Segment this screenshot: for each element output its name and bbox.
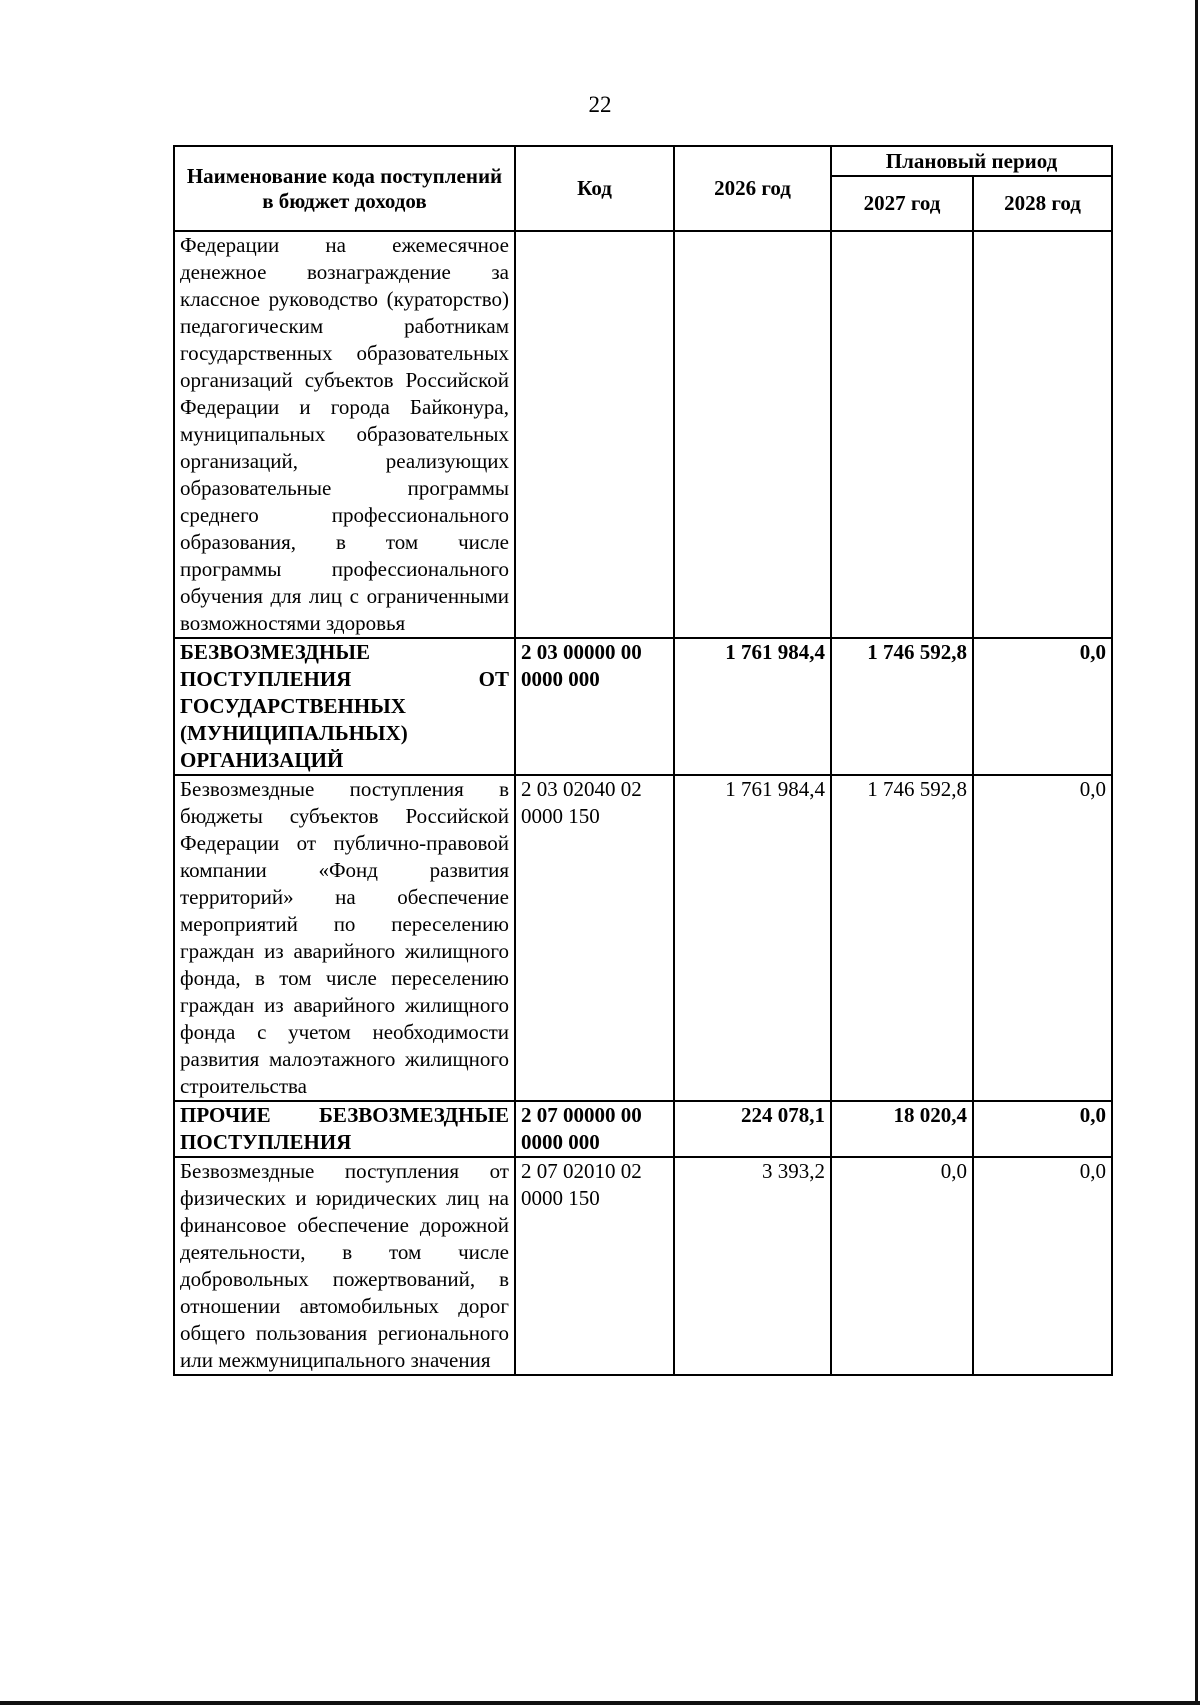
row-2026: 1 761 984,4 xyxy=(674,775,831,1101)
table-row-group xyxy=(174,1101,1112,1157)
page-number: 22 xyxy=(588,92,612,117)
row-code: 2 03 02040 02 0000 150 xyxy=(515,775,674,1101)
row-2026: 3 393,2 xyxy=(674,1157,831,1375)
row-2026 xyxy=(674,231,831,638)
row-name: Федерации на ежемесячное денежное вознаграждение за классное руководство (кураторство) педагогическим работникам государственных образовательных организаций субъектов Российской Федерации и города Байконура, муниципальных образовательных организаций, реализующих образовательные программы среднего профессионального образования, в том числе программы профессионального обучения для лиц с ограниченными возможностями здоровья xyxy=(174,231,515,638)
row-name: Безвозмездные поступления в бюджеты субъектов Российской Федерации от публично-правовой компании «Фонд развития территорий» на обеспечение мероприятий по переселению граждан из аварийного жилищного фонда, в том числе переселению граждан из аварийного жилищного фонда с учетом необходимости развития малоэтажного жилищного строительства xyxy=(174,775,515,1101)
row-code: 2 03 00000 00 0000 000 xyxy=(515,638,674,775)
header-2026: 2026 год xyxy=(674,146,831,231)
table-row xyxy=(174,231,1112,638)
scan-edge-right xyxy=(1195,0,1198,1705)
row-2026: 224 078,1 xyxy=(674,1101,831,1157)
table-row xyxy=(174,1157,1112,1375)
row-2028 xyxy=(973,231,1112,638)
header-2028: 2028 год xyxy=(973,176,1112,231)
header-row-1 xyxy=(174,146,1112,176)
header-name: Наименование кода поступлений в бюджет доходов xyxy=(174,146,515,231)
row-2028: 0,0 xyxy=(973,1157,1112,1375)
row-code xyxy=(515,231,674,638)
row-name: ПРОЧИЕ БЕЗВОЗМЕЗДНЫЕ ПОСТУПЛЕНИЯ xyxy=(174,1101,515,1157)
table-row xyxy=(174,775,1112,1101)
row-code: 2 07 00000 00 0000 000 xyxy=(515,1101,674,1157)
row-2027: 1 746 592,8 xyxy=(831,775,973,1101)
header-2027: 2027 год xyxy=(831,176,973,231)
row-2028: 0,0 xyxy=(973,775,1112,1101)
row-2027 xyxy=(831,231,973,638)
header-planning-period: Плановый период xyxy=(831,146,1112,176)
row-name: БЕЗВОЗМЕЗДНЫЕ ПОСТУПЛЕНИЯ ОТ ГОСУДАРСТВЕННЫХ (МУНИЦИПАЛЬНЫХ) ОРГАНИЗАЦИЙ xyxy=(174,638,515,775)
row-2027: 18 020,4 xyxy=(831,1101,973,1157)
table-row-group xyxy=(174,638,1112,775)
row-code: 2 07 02010 02 0000 150 xyxy=(515,1157,674,1375)
revenue-table xyxy=(173,145,1113,1376)
row-name: Безвозмездные поступления от физических и юридических лиц на финансовое обеспечение дорожной деятельности, в том числе добровольных пожертвований, в отношении автомобильных дорог общего пользования регионального или межмуниципального значения xyxy=(174,1157,515,1375)
row-2027: 1 746 592,8 xyxy=(831,638,973,775)
scan-edge-bottom xyxy=(0,1701,1200,1705)
header-code: Код xyxy=(515,146,674,231)
row-2026: 1 761 984,4 xyxy=(674,638,831,775)
row-2028: 0,0 xyxy=(973,1101,1112,1157)
row-2028: 0,0 xyxy=(973,638,1112,775)
row-2027: 0,0 xyxy=(831,1157,973,1375)
